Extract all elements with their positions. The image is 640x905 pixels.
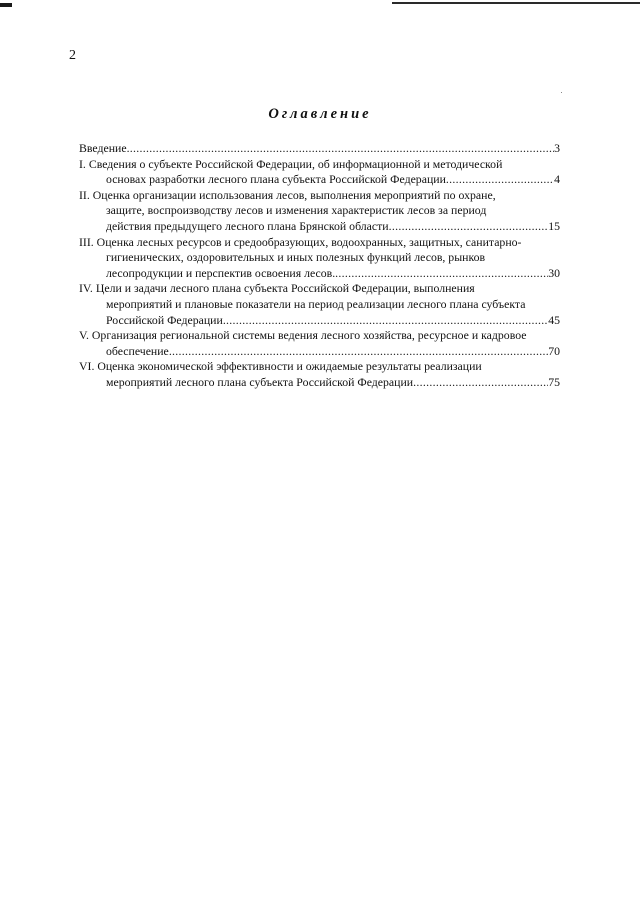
toc-entry-text: гигиенических, оздоровительных и иных полезных функций лесов, рынков xyxy=(106,250,486,265)
toc-entry-text: защите, воспроизводству лесов и изменения характеристик лесов за период xyxy=(106,203,487,218)
toc-entry-text: V. Организация региональной системы ведения лесного хозяйства, ресурсное и кадровое xyxy=(79,328,527,343)
toc-leader-dots xyxy=(413,375,548,391)
toc-entry-text: обеспечение xyxy=(106,343,169,358)
toc-entry-last-line xyxy=(79,172,560,188)
toc-entry-text: III. Оценка лесных ресурсов и средообразующих, водоохранных, защитных, санитарно- xyxy=(79,234,522,249)
toc-leader-dots xyxy=(127,141,555,157)
toc-leader-dots xyxy=(169,344,548,360)
toc-entry[interactable] xyxy=(79,281,560,328)
toc-leader-dots xyxy=(335,266,548,282)
toc-entry-last-line xyxy=(79,344,560,360)
toc-entry-text: IV. Цели и задачи лесного плана субъекта Российской Федерации, выполнения xyxy=(79,281,475,296)
toc-title: Оглавление xyxy=(268,106,372,122)
toc-entry[interactable] xyxy=(79,141,560,157)
toc-leader-dots xyxy=(446,172,554,188)
toc-entry-last-line xyxy=(79,219,560,235)
toc-entry[interactable] xyxy=(79,359,560,390)
toc-page-number: 70 xyxy=(548,343,560,358)
toc-page-number: 75 xyxy=(548,374,560,389)
toc-page-number: 30 xyxy=(548,265,560,280)
toc-entry-text: мероприятий лесного плана субъекта Российской Федерации xyxy=(106,374,414,389)
toc-entry-text: II. Оценка организации использования лесов, выполнения мероприятий по охране, xyxy=(79,187,496,202)
toc-entry[interactable] xyxy=(79,188,560,235)
toc-entry[interactable] xyxy=(79,328,560,359)
toc-entry-last-line xyxy=(79,313,560,329)
toc-entry-text: основах разработки лесного плана субъекта Российской Федерации xyxy=(106,172,446,187)
toc-entry-text: Российской Федерации xyxy=(106,312,223,327)
toc-page-number: 4 xyxy=(554,172,560,187)
toc-entry-text: VI. Оценка экономической эффективности и ожидаемые результаты реализации xyxy=(79,359,482,374)
toc-leader-dots xyxy=(389,219,549,235)
toc-entry-text: Введение xyxy=(79,141,127,155)
table-of-contents xyxy=(79,141,560,391)
scan-top-rule xyxy=(392,2,640,4)
toc-leader-dots xyxy=(223,313,548,329)
toc-entry-text: мероприятий и плановые показатели на период реализации лесного плана субъекта xyxy=(106,296,526,311)
toc-entry-last-line xyxy=(79,375,560,391)
scan-speck xyxy=(561,92,562,93)
toc-page-number: 45 xyxy=(548,312,560,327)
toc-entry-text: лесопродукции и перспектив освоения лесов. xyxy=(106,265,336,280)
toc-entry-last-line xyxy=(79,266,560,282)
toc-entry-text: действия предыдущего лесного плана Брянской области xyxy=(106,218,389,233)
toc-page-number: 15 xyxy=(548,218,560,233)
toc-page-number: 3 xyxy=(554,141,560,155)
scan-mark xyxy=(0,3,12,7)
page-number: 2 xyxy=(69,48,76,63)
toc-entry-text: I. Сведения о субъекте Российской Федерации, об информационной и методической xyxy=(79,156,503,171)
toc-entry[interactable] xyxy=(79,235,560,282)
toc-entry-last-line xyxy=(79,141,560,157)
toc-entry[interactable] xyxy=(79,157,560,188)
